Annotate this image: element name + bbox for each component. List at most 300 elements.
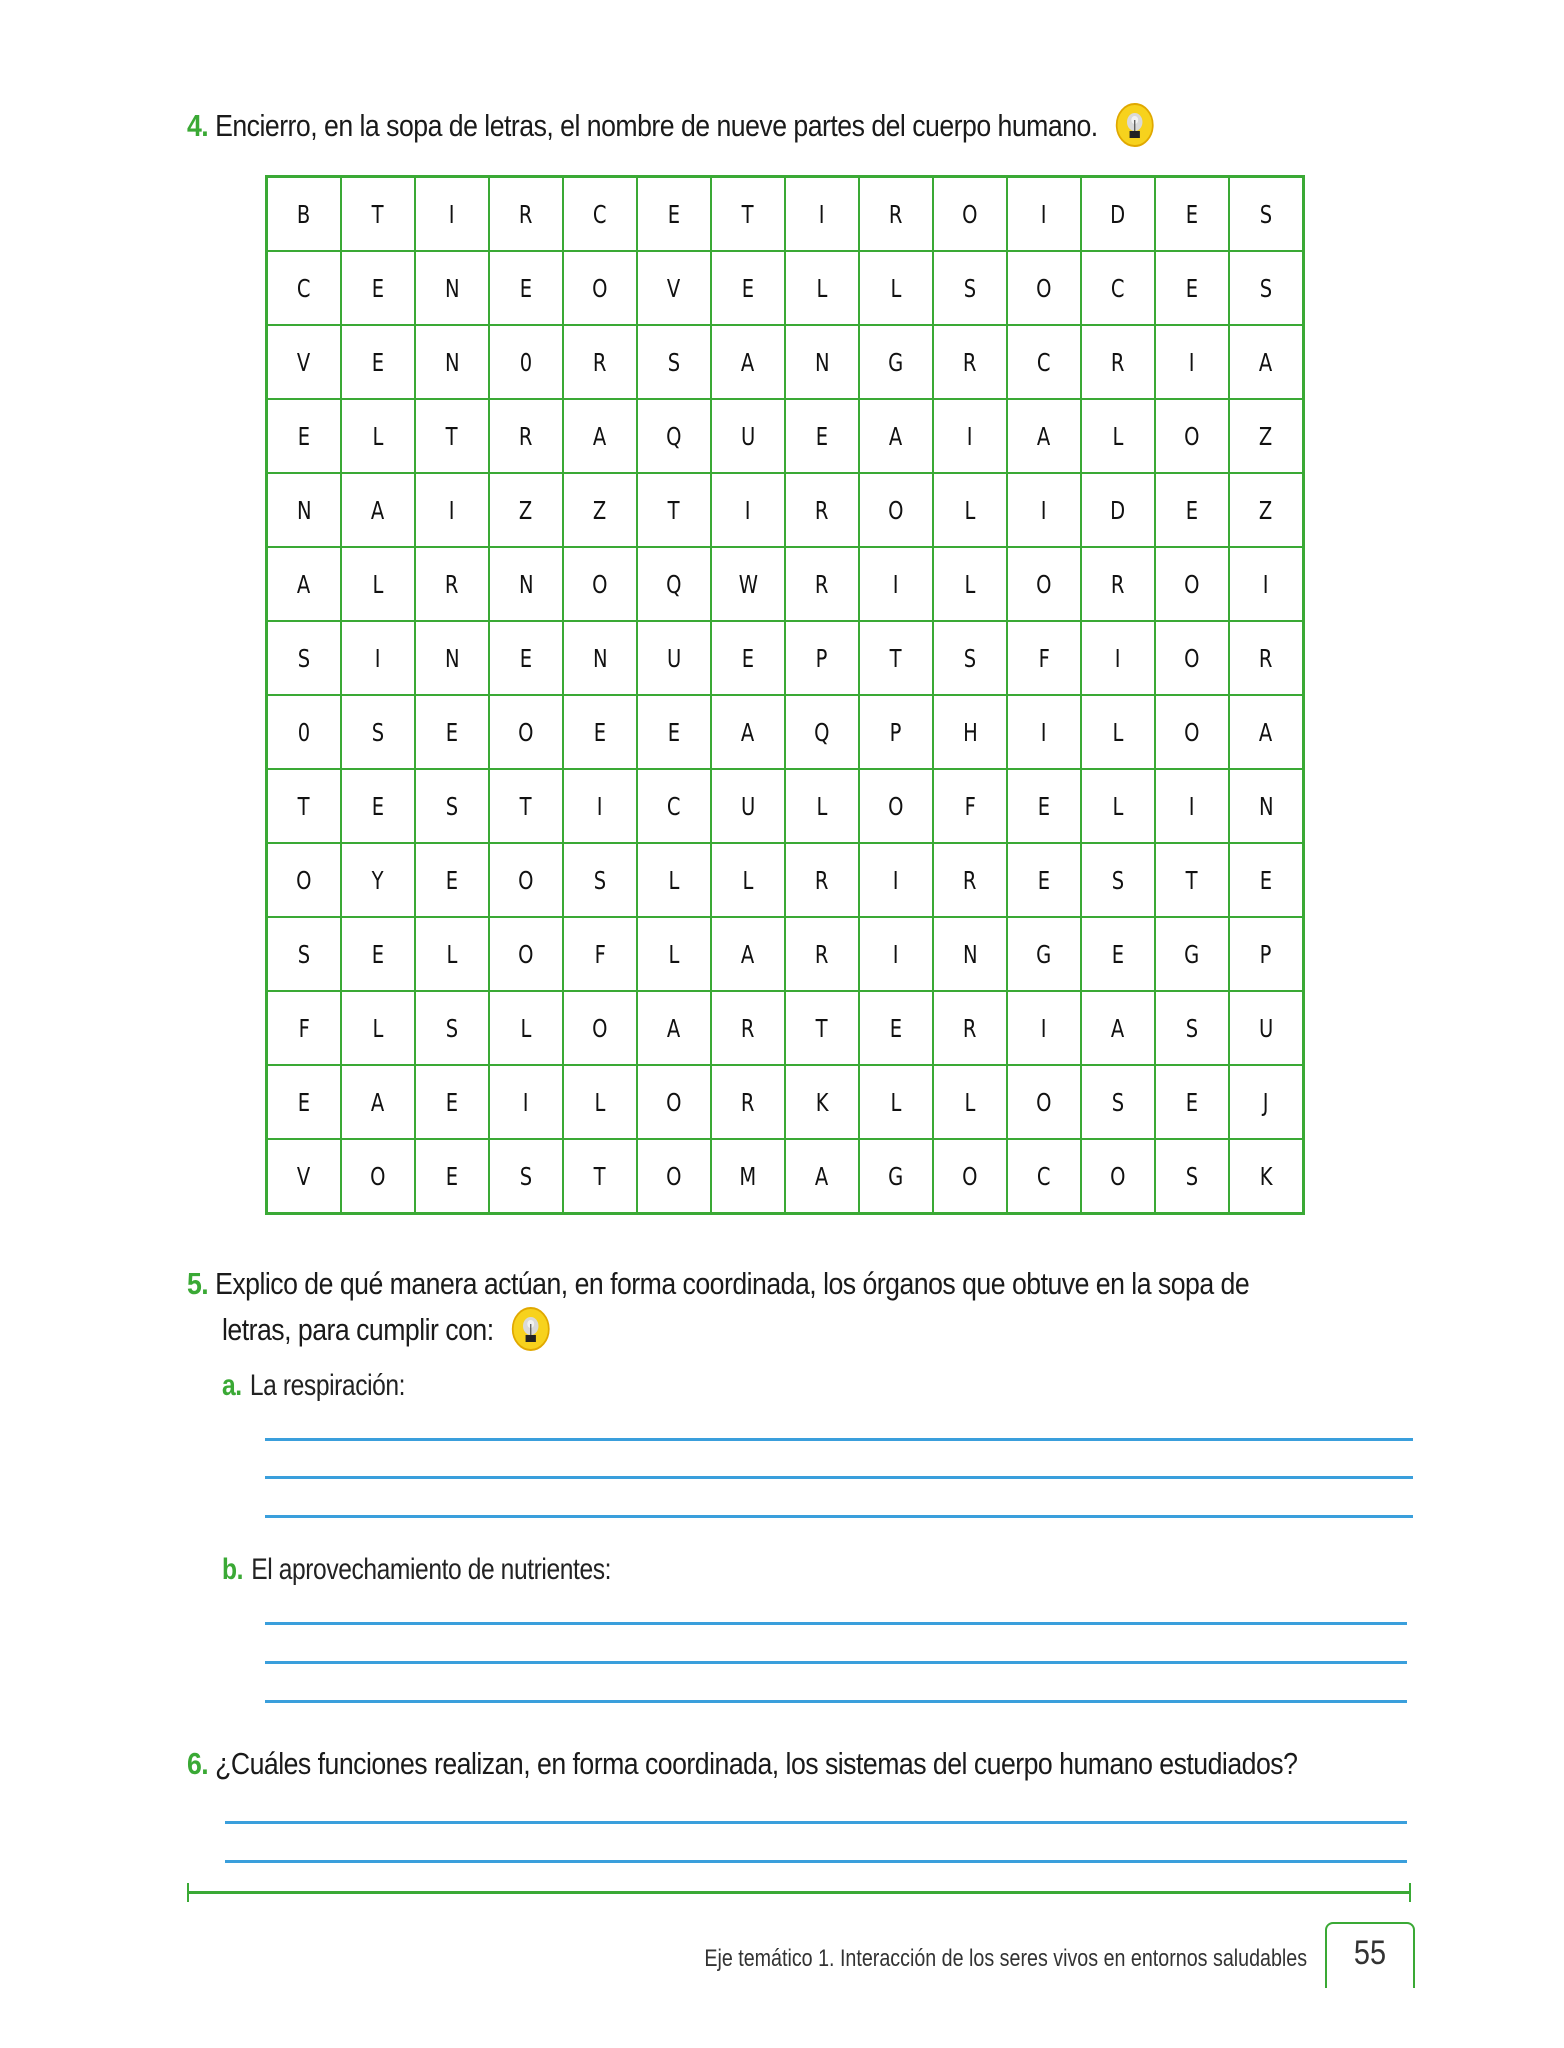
grid-cell[interactable]: [637, 1139, 711, 1214]
grid-cell[interactable]: [933, 547, 1007, 621]
grid-letter: O: [592, 1013, 608, 1043]
grid-letter: O: [1036, 1087, 1052, 1117]
grid-cell[interactable]: [859, 399, 933, 473]
grid-letter: Z: [519, 495, 533, 525]
grid-cell[interactable]: [859, 769, 933, 843]
grid-cell[interactable]: [341, 991, 415, 1065]
lightbulb-icon: [1115, 102, 1155, 148]
grid-cell[interactable]: [1155, 1139, 1229, 1214]
grid-cell[interactable]: [341, 621, 415, 695]
grid-letter: Q: [814, 717, 830, 747]
grid-cell[interactable]: [415, 1139, 489, 1214]
grid-cell[interactable]: [711, 917, 785, 991]
grid-cell[interactable]: [489, 473, 563, 547]
grid-cell[interactable]: [1229, 177, 1304, 252]
grid-cell[interactable]: [1081, 621, 1155, 695]
grid-cell[interactable]: [933, 251, 1007, 325]
grid-letter: U: [740, 791, 756, 821]
grid-cell[interactable]: [1007, 177, 1081, 252]
grid-letter: O: [1036, 273, 1052, 303]
grid-cell[interactable]: [637, 325, 711, 399]
grid-letter: E: [445, 865, 459, 895]
grid-cell[interactable]: [267, 177, 342, 252]
grid-letter: S: [667, 347, 681, 377]
answer-line[interactable]: [265, 1661, 1407, 1664]
grid-cell[interactable]: [341, 917, 415, 991]
grid-cell[interactable]: [1081, 1139, 1155, 1214]
grid-cell[interactable]: [489, 695, 563, 769]
grid-cell[interactable]: [785, 621, 859, 695]
grid-letter: L: [816, 273, 828, 303]
grid-cell[interactable]: [1229, 695, 1304, 769]
grid-cell[interactable]: [1007, 695, 1081, 769]
grid-cell[interactable]: [933, 769, 1007, 843]
answer-line[interactable]: [265, 1438, 1413, 1441]
grid-letter: 0: [297, 717, 311, 747]
grid-letter: R: [445, 569, 459, 599]
grid-cell[interactable]: [563, 177, 637, 252]
grid-cell[interactable]: [1007, 1139, 1081, 1214]
grid-cell[interactable]: [1081, 473, 1155, 547]
grid-cell[interactable]: [489, 843, 563, 917]
grid-cell[interactable]: [1229, 325, 1304, 399]
answer-line[interactable]: [265, 1476, 1413, 1479]
grid-cell[interactable]: [489, 177, 563, 252]
grid-cell[interactable]: [563, 325, 637, 399]
grid-cell[interactable]: [1081, 1065, 1155, 1139]
grid-letter: A: [1259, 347, 1273, 377]
grid-cell[interactable]: [785, 917, 859, 991]
grid-cell[interactable]: [785, 695, 859, 769]
grid-cell[interactable]: [859, 621, 933, 695]
grid-cell[interactable]: [563, 251, 637, 325]
grid-cell[interactable]: [563, 769, 637, 843]
grid-letter: E: [297, 1087, 311, 1117]
grid-cell[interactable]: [637, 1065, 711, 1139]
grid-letter: O: [1184, 717, 1200, 747]
grid-cell[interactable]: [1007, 473, 1081, 547]
question-text-line2: letras, para cumplir con:: [222, 1312, 494, 1347]
grid-cell[interactable]: [637, 399, 711, 473]
grid-cell[interactable]: [859, 991, 933, 1065]
grid-cell[interactable]: [1229, 399, 1304, 473]
grid-letter: N: [444, 273, 460, 303]
grid-cell[interactable]: [637, 251, 711, 325]
grid-letter: O: [962, 199, 978, 229]
grid-row: [267, 325, 1304, 399]
grid-letter: E: [519, 273, 533, 303]
grid-cell[interactable]: [711, 695, 785, 769]
grid-letter: R: [815, 939, 829, 969]
grid-cell[interactable]: [341, 177, 415, 252]
grid-cell[interactable]: [1155, 251, 1229, 325]
grid-cell[interactable]: [859, 547, 933, 621]
grid-cell[interactable]: [1155, 1065, 1229, 1139]
grid-cell[interactable]: [1229, 917, 1304, 991]
grid-cell[interactable]: [785, 473, 859, 547]
grid-cell[interactable]: [1081, 769, 1155, 843]
page-number: 55: [1353, 1934, 1387, 1972]
subquestion-letter: a.: [222, 1369, 242, 1402]
grid-cell[interactable]: [1081, 325, 1155, 399]
grid-cell[interactable]: [1081, 843, 1155, 917]
grid-cell[interactable]: [637, 843, 711, 917]
grid-cell[interactable]: [785, 547, 859, 621]
grid-cell[interactable]: [415, 1065, 489, 1139]
grid-cell[interactable]: [563, 843, 637, 917]
grid-letter: L: [372, 569, 384, 599]
grid-cell[interactable]: [415, 917, 489, 991]
grid-cell[interactable]: [563, 473, 637, 547]
subquestion-b: [222, 1550, 611, 1590]
grid-letter: N: [444, 347, 460, 377]
grid-letter: A: [741, 717, 755, 747]
grid-letter: T: [594, 1161, 606, 1191]
grid-cell[interactable]: [859, 843, 933, 917]
grid-cell[interactable]: [711, 399, 785, 473]
grid-cell[interactable]: [933, 621, 1007, 695]
grid-letter: R: [889, 199, 903, 229]
grid-cell[interactable]: [1229, 1065, 1304, 1139]
grid-cell[interactable]: [563, 695, 637, 769]
grid-cell[interactable]: [341, 1065, 415, 1139]
grid-letter: N: [518, 569, 534, 599]
grid-cell[interactable]: [637, 695, 711, 769]
grid-cell[interactable]: [341, 325, 415, 399]
grid-cell[interactable]: [1007, 1065, 1081, 1139]
grid-cell[interactable]: [267, 843, 342, 917]
grid-cell[interactable]: [637, 547, 711, 621]
grid-cell[interactable]: [711, 769, 785, 843]
answer-line[interactable]: [225, 1860, 1407, 1863]
grid-cell[interactable]: [785, 769, 859, 843]
grid-cell[interactable]: [563, 917, 637, 991]
grid-cell[interactable]: [341, 843, 415, 917]
grid-cell[interactable]: [711, 177, 785, 252]
grid-cell[interactable]: [415, 695, 489, 769]
grid-cell[interactable]: [1229, 991, 1304, 1065]
grid-cell[interactable]: [267, 695, 342, 769]
grid-letter: E: [1259, 865, 1273, 895]
grid-cell[interactable]: [711, 843, 785, 917]
grid-letter: N: [592, 643, 608, 673]
answer-line[interactable]: [225, 1821, 1407, 1824]
grid-letter: R: [1111, 569, 1125, 599]
grid-cell[interactable]: [859, 473, 933, 547]
grid-cell[interactable]: [1081, 917, 1155, 991]
grid-cell[interactable]: [711, 991, 785, 1065]
grid-cell[interactable]: [267, 769, 342, 843]
grid-cell[interactable]: [859, 695, 933, 769]
grid-cell[interactable]: [637, 621, 711, 695]
grid-cell[interactable]: [415, 769, 489, 843]
grid-cell[interactable]: [267, 991, 342, 1065]
grid-cell[interactable]: [637, 991, 711, 1065]
grid-letter: K: [1259, 1161, 1273, 1191]
grid-cell[interactable]: [341, 547, 415, 621]
grid-cell[interactable]: [1007, 325, 1081, 399]
grid-row: [267, 473, 1304, 547]
grid-cell[interactable]: [711, 473, 785, 547]
grid-cell[interactable]: [563, 1139, 637, 1214]
grid-cell[interactable]: [1081, 695, 1155, 769]
grid-cell[interactable]: [785, 177, 859, 252]
grid-cell[interactable]: [933, 991, 1007, 1065]
grid-letter: I: [375, 643, 381, 673]
grid-cell[interactable]: [859, 1065, 933, 1139]
grid-cell[interactable]: [1007, 621, 1081, 695]
grid-letter: I: [745, 495, 751, 525]
grid-cell[interactable]: [489, 1139, 563, 1214]
grid-letter: L: [1112, 791, 1124, 821]
grid-cell[interactable]: [341, 769, 415, 843]
grid-letter: R: [963, 1013, 977, 1043]
grid-cell[interactable]: [711, 325, 785, 399]
grid-cell[interactable]: [267, 621, 342, 695]
grid-cell[interactable]: [859, 325, 933, 399]
grid-cell[interactable]: [933, 473, 1007, 547]
grid-cell[interactable]: [1007, 399, 1081, 473]
grid-letter: I: [1115, 643, 1121, 673]
grid-letter: I: [449, 199, 455, 229]
grid-letter: L: [964, 1087, 976, 1117]
grid-letter: S: [297, 643, 311, 673]
grid-letter: I: [893, 865, 899, 895]
grid-cell[interactable]: [1155, 843, 1229, 917]
grid-letter: S: [1259, 273, 1273, 303]
grid-letter: R: [519, 199, 533, 229]
grid-cell[interactable]: [1081, 399, 1155, 473]
grid-cell[interactable]: [1229, 769, 1304, 843]
grid-cell[interactable]: [267, 547, 342, 621]
grid-cell[interactable]: [563, 547, 637, 621]
grid-letter: S: [1259, 199, 1273, 229]
grid-cell[interactable]: [1007, 769, 1081, 843]
grid-cell[interactable]: [859, 177, 933, 252]
grid-cell[interactable]: [489, 325, 563, 399]
grid-cell[interactable]: [1155, 695, 1229, 769]
grid-letter: R: [815, 569, 829, 599]
grid-cell[interactable]: [637, 177, 711, 252]
grid-cell[interactable]: [341, 399, 415, 473]
grid-cell[interactable]: [785, 1139, 859, 1214]
grid-letter: Z: [1259, 495, 1273, 525]
subquestion-text: La respiración:: [249, 1369, 406, 1402]
grid-cell[interactable]: [267, 325, 342, 399]
grid-cell[interactable]: [267, 917, 342, 991]
grid-letter: L: [372, 1013, 384, 1043]
grid-cell[interactable]: [1007, 251, 1081, 325]
answer-line[interactable]: [265, 1515, 1413, 1518]
grid-cell[interactable]: [415, 621, 489, 695]
grid-letter: O: [888, 791, 904, 821]
grid-cell[interactable]: [341, 695, 415, 769]
word-search-grid[interactable]: [265, 175, 1305, 1215]
grid-letter: M: [739, 1161, 757, 1191]
grid-cell[interactable]: [489, 769, 563, 843]
grid-cell[interactable]: [933, 843, 1007, 917]
grid-cell[interactable]: [267, 399, 342, 473]
grid-cell[interactable]: [1229, 621, 1304, 695]
grid-cell[interactable]: [785, 1065, 859, 1139]
grid-cell[interactable]: [1007, 843, 1081, 917]
grid-letter: T: [372, 199, 384, 229]
grid-cell[interactable]: [489, 251, 563, 325]
grid-cell[interactable]: [415, 547, 489, 621]
grid-cell[interactable]: [267, 1139, 342, 1214]
grid-cell[interactable]: [1155, 473, 1229, 547]
grid-cell[interactable]: [1229, 547, 1304, 621]
grid-cell[interactable]: [489, 547, 563, 621]
grid-cell[interactable]: [563, 991, 637, 1065]
grid-cell[interactable]: [1155, 547, 1229, 621]
grid-letter: W: [738, 569, 758, 599]
page-number-box: [1325, 1922, 1415, 1988]
grid-letter: O: [666, 1161, 682, 1191]
grid-row: [267, 177, 1304, 252]
grid-letter: O: [1184, 569, 1200, 599]
grid-cell[interactable]: [267, 1065, 342, 1139]
grid-cell[interactable]: [563, 1065, 637, 1139]
answer-line[interactable]: [265, 1700, 1407, 1703]
subquestion-text: El aprovechamiento de nutrientes:: [251, 1553, 612, 1586]
grid-letter: E: [889, 1013, 903, 1043]
grid-cell[interactable]: [415, 399, 489, 473]
grid-letter: I: [1041, 495, 1047, 525]
grid-row: [267, 251, 1304, 325]
answer-line[interactable]: [265, 1622, 1407, 1625]
grid-cell[interactable]: [711, 621, 785, 695]
grid-letter: R: [963, 865, 977, 895]
grid-cell[interactable]: [415, 177, 489, 252]
grid-cell[interactable]: [341, 251, 415, 325]
grid-cell[interactable]: [415, 473, 489, 547]
grid-cell[interactable]: [1155, 399, 1229, 473]
grid-cell[interactable]: [785, 991, 859, 1065]
grid-cell[interactable]: [1155, 991, 1229, 1065]
grid-letter: O: [1036, 569, 1052, 599]
grid-cell[interactable]: [785, 325, 859, 399]
grid-cell[interactable]: [1081, 251, 1155, 325]
grid-letter: I: [523, 1087, 529, 1117]
grid-letter: P: [1260, 939, 1272, 969]
grid-cell[interactable]: [1007, 991, 1081, 1065]
grid-cell[interactable]: [1007, 547, 1081, 621]
grid-cell[interactable]: [341, 1139, 415, 1214]
grid-letter: L: [964, 495, 976, 525]
grid-cell[interactable]: [1081, 991, 1155, 1065]
grid-cell[interactable]: [933, 695, 1007, 769]
grid-letter: S: [1185, 1161, 1199, 1191]
grid-cell[interactable]: [489, 621, 563, 695]
grid-letter: I: [597, 791, 603, 821]
grid-cell[interactable]: [785, 843, 859, 917]
grid-cell[interactable]: [1081, 547, 1155, 621]
grid-row: [267, 399, 1304, 473]
grid-letter: A: [815, 1161, 829, 1191]
grid-letter: S: [445, 1013, 459, 1043]
grid-letter: R: [593, 347, 607, 377]
grid-cell[interactable]: [933, 177, 1007, 252]
grid-cell[interactable]: [267, 251, 342, 325]
grid-cell[interactable]: [1229, 843, 1304, 917]
grid-cell[interactable]: [859, 251, 933, 325]
grid-cell[interactable]: [1155, 769, 1229, 843]
grid-letter: E: [1185, 273, 1199, 303]
grid-cell[interactable]: [711, 1139, 785, 1214]
grid-cell[interactable]: [785, 251, 859, 325]
grid-letter: I: [893, 939, 899, 969]
grid-letter: E: [1037, 865, 1051, 895]
grid-cell[interactable]: [637, 473, 711, 547]
grid-letter: L: [816, 791, 828, 821]
grid-cell[interactable]: [489, 1065, 563, 1139]
grid-cell[interactable]: [711, 547, 785, 621]
grid-cell[interactable]: [415, 251, 489, 325]
grid-cell[interactable]: [489, 991, 563, 1065]
grid-cell[interactable]: [415, 991, 489, 1065]
grid-cell[interactable]: [933, 399, 1007, 473]
grid-letter: R: [1259, 643, 1273, 673]
grid-cell[interactable]: [1155, 917, 1229, 991]
grid-letter: E: [297, 421, 311, 451]
grid-letter: I: [1041, 199, 1047, 229]
grid-cell[interactable]: [711, 251, 785, 325]
grid-cell[interactable]: [1155, 621, 1229, 695]
grid-cell[interactable]: [415, 843, 489, 917]
grid-cell[interactable]: [859, 1139, 933, 1214]
grid-cell[interactable]: [1229, 251, 1304, 325]
grid-cell[interactable]: [563, 621, 637, 695]
grid-cell[interactable]: [785, 399, 859, 473]
grid-letter: L: [668, 939, 680, 969]
grid-cell[interactable]: [859, 917, 933, 991]
question-number: 5.: [187, 1266, 209, 1301]
grid-cell[interactable]: [637, 917, 711, 991]
grid-cell[interactable]: [1229, 1139, 1304, 1214]
grid-letter: I: [1263, 569, 1269, 599]
grid-letter: A: [1259, 717, 1273, 747]
grid-letter: N: [1258, 791, 1274, 821]
grid-letter: R: [741, 1087, 755, 1117]
grid-cell[interactable]: [489, 917, 563, 991]
grid-cell[interactable]: [1229, 473, 1304, 547]
grid-cell[interactable]: [933, 1139, 1007, 1214]
grid-cell[interactable]: [267, 473, 342, 547]
grid-cell[interactable]: [1081, 177, 1155, 252]
grid-cell[interactable]: [489, 399, 563, 473]
grid-cell[interactable]: [1007, 917, 1081, 991]
grid-cell[interactable]: [933, 325, 1007, 399]
grid-letter: A: [593, 421, 607, 451]
grid-letter: E: [741, 643, 755, 673]
grid-cell[interactable]: [415, 325, 489, 399]
grid-cell[interactable]: [711, 1065, 785, 1139]
grid-letter: A: [371, 495, 385, 525]
grid-letter: N: [444, 643, 460, 673]
grid-letter: E: [445, 717, 459, 747]
grid-cell[interactable]: [1155, 177, 1229, 252]
grid-letter: O: [666, 1087, 682, 1117]
grid-cell[interactable]: [933, 917, 1007, 991]
grid-cell[interactable]: [563, 399, 637, 473]
grid-letter: E: [667, 717, 681, 747]
grid-cell[interactable]: [341, 473, 415, 547]
grid-cell[interactable]: [637, 769, 711, 843]
grid-cell[interactable]: [933, 1065, 1007, 1139]
grid-letter: V: [297, 1161, 311, 1191]
grid-cell[interactable]: [1155, 325, 1229, 399]
